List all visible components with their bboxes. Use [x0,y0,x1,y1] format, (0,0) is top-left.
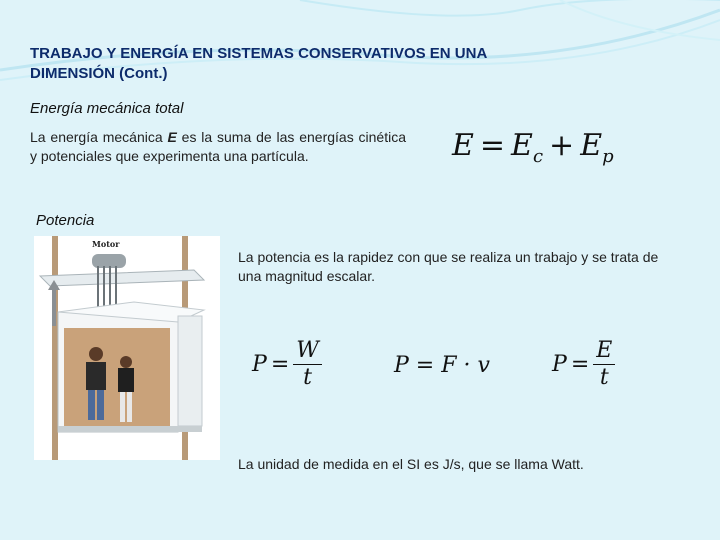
power-formula-force-velocity: P = F · v [394,353,490,378]
title-line-1: TRABAJO Y ENERGÍA EN SISTEMAS CONSERVATIVOS EN UNA [30,45,488,62]
power-formula-work [252,338,322,391]
pf1-equals: = [270,352,290,377]
energia-heading: Energía mecánica total [30,100,184,117]
pf1-fraction [293,338,322,391]
title-line-2: DIMENSIÓN (Cont.) [30,65,168,82]
elevator-image [34,236,220,460]
motor-label: Motor [92,239,120,249]
potencia-heading: Potencia [36,212,95,229]
pf3-denominator: t [599,365,609,390]
energy-desc-end: es la suma de las energías cinética y potenciales que experimenta una partícula. [30,129,406,164]
pf3-lhs: P [552,352,567,377]
formula-sub-c: c [532,146,544,167]
formula-sub-p: p [602,146,614,167]
energy-desc-start: La energía mecánica [30,129,168,145]
energy-formula [452,128,614,167]
power-formula-energy [552,338,615,391]
pf3-numerator: E [593,338,615,365]
page-title [30,44,630,84]
pf1-lhs: P [252,352,267,377]
pf1-denominator: t [303,365,312,390]
pf1-numerator: W [293,338,322,365]
elevator-illustration [34,236,220,460]
formula-equals: = [479,128,506,163]
formula-term-2: E [580,128,603,163]
energy-description [30,128,406,166]
formula-term-1: E [511,128,533,163]
energy-symbol: E [167,129,177,145]
formula-plus: + [549,128,575,163]
pf3-equals: = [570,352,590,377]
power-description: La potencia es la rapidez con que se realiza un trabajo y se trata de una magnitud escalar. [238,249,659,284]
formula-lhs: E [452,128,474,163]
pf3-fraction [593,338,615,391]
unit-description: La unidad de medida en el SI es J/s, que se llama Watt. [238,456,584,472]
